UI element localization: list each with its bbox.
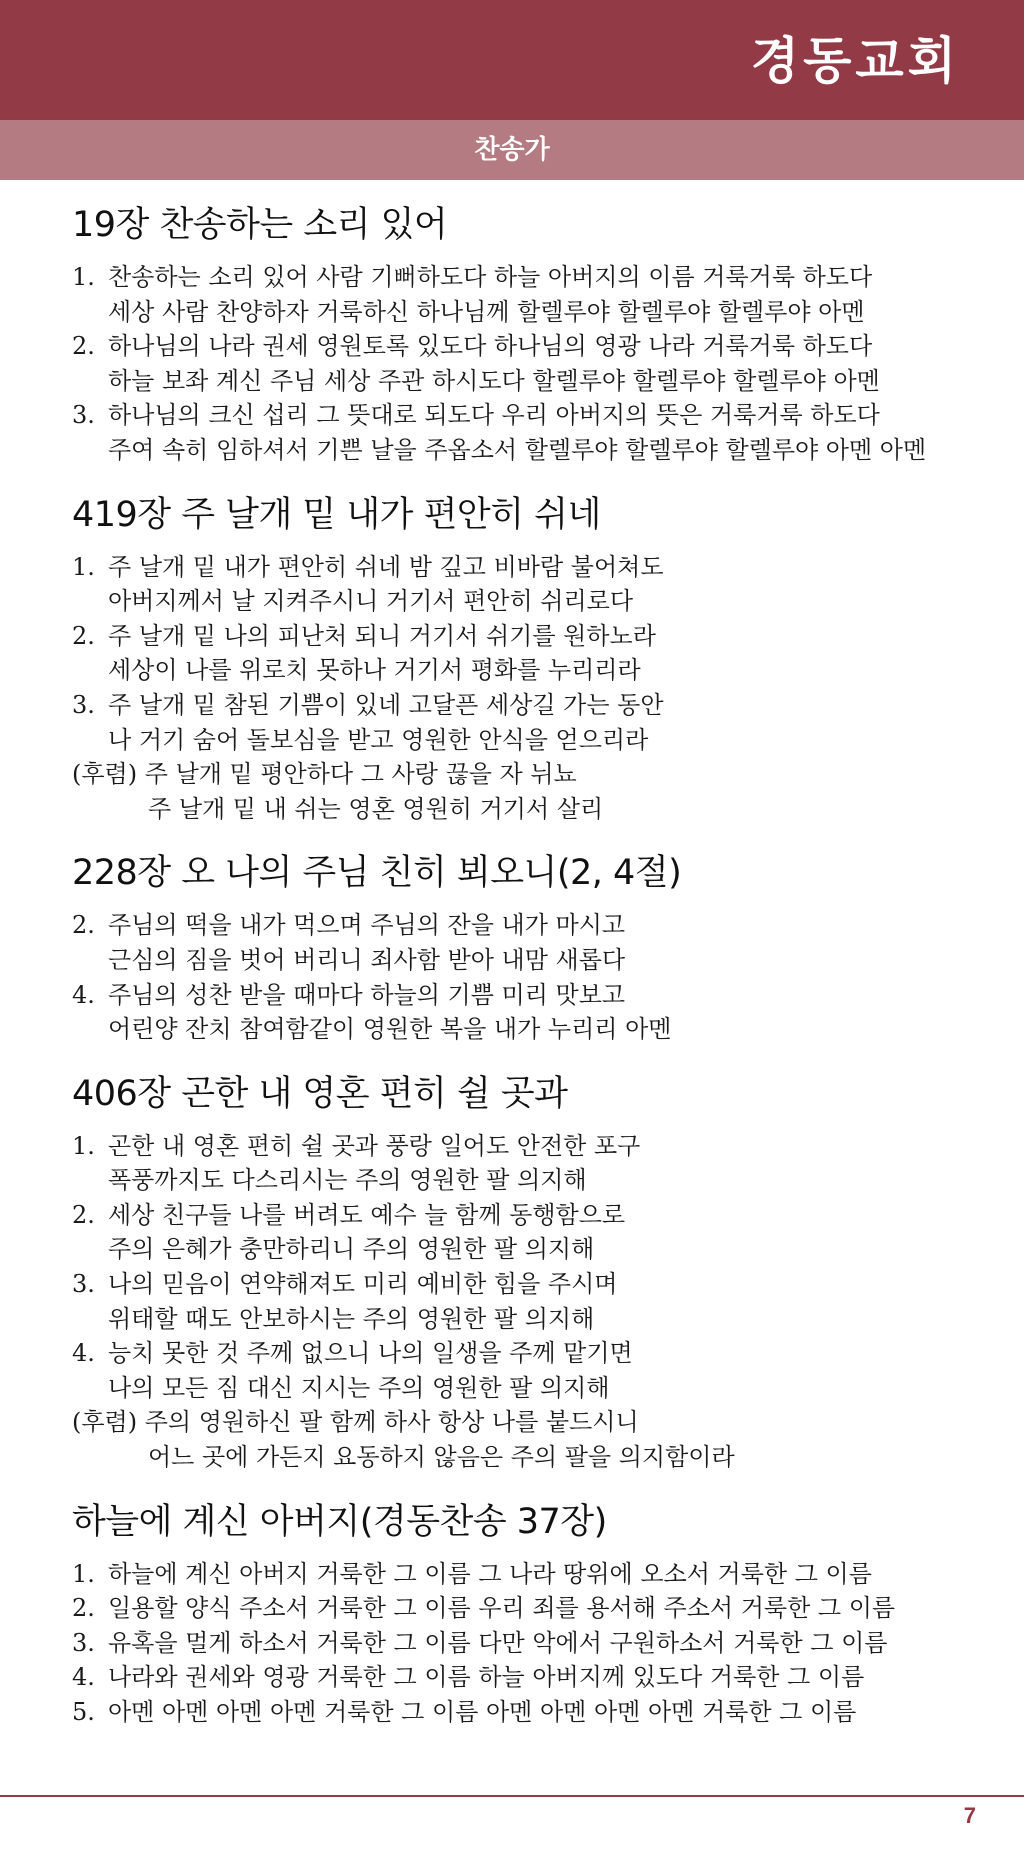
verse-number: 2. <box>72 1594 95 1623</box>
lyric-line <box>72 1660 972 1695</box>
lyric-line <box>72 1557 972 1592</box>
verse-number: 3. <box>72 690 95 719</box>
lyric-line <box>72 1163 972 1198</box>
lyric-line <box>72 260 972 295</box>
verse-number: 2. <box>72 911 95 940</box>
verse-number <box>72 1371 108 1406</box>
lyric-text: 근심의 짐을 벗어 버리니 죄사함 받아 내맘 새롭다 <box>108 945 626 974</box>
verse-number: 3. <box>72 401 95 430</box>
header-bar <box>0 0 1024 120</box>
lyric-line <box>72 1626 972 1661</box>
lyric-line <box>72 943 972 978</box>
lyric-text: 어린양 잔치 참여함같이 영원한 복을 내가 누리리 아멘 <box>108 1015 672 1044</box>
lyric-text: 찬송하는 소리 있어 사람 기뻐하도다 하늘 아버지의 이름 거룩거룩 하도다 <box>108 263 873 291</box>
hymn-section <box>72 1069 972 1475</box>
verse-number <box>72 584 108 619</box>
lyric-text: 하늘 보좌 계신 주님 세상 주관 하시도다 할렐루야 할렐루야 할렐루야 아멘 <box>108 366 880 395</box>
hymn-section <box>72 1497 972 1730</box>
lyric-text: 세상 사람 찬양하자 거룩하신 하나님께 할렐루야 할렐루야 할렐루야 아멘 <box>108 297 865 326</box>
hymn-section <box>72 848 972 1046</box>
refrain-label: (후렴) <box>72 1408 138 1437</box>
lyric-line <box>72 1232 972 1267</box>
verse-number: 2. <box>72 1200 95 1229</box>
verse-number <box>72 1012 108 1047</box>
refrain-line <box>72 1405 972 1440</box>
lyric-line <box>72 364 972 399</box>
lyric-line <box>72 398 972 433</box>
refrain-line <box>72 1440 972 1475</box>
lyric-line <box>72 619 972 654</box>
hymn-title: 228장 오 나의 주님 친히 뵈오니(2, 4절) <box>72 853 682 894</box>
verse-number <box>72 364 108 399</box>
lyric-text: 주 날개 밑 내가 편안히 쉬네 밤 깊고 비바람 불어쳐도 <box>108 552 664 581</box>
refrain-text: 어느 곳에 가든지 요동하지 않음은 주의 팔을 의지함이라 <box>148 1443 735 1472</box>
hymn-list <box>72 200 972 1752</box>
verse-number: 2. <box>72 621 95 650</box>
verse-number: 5. <box>72 1698 95 1726</box>
lyric-line <box>72 1695 972 1730</box>
lyric-text: 곤한 내 영혼 편히 쉴 곳과 풍랑 일어도 안전한 포구 <box>108 1131 641 1160</box>
verse-number: 4. <box>72 1663 95 1692</box>
lyric-line <box>72 1129 972 1164</box>
lyric-line <box>72 1198 972 1233</box>
verse-number: 4. <box>72 980 95 1009</box>
lyric-text: 주 날개 밑 참된 기쁨이 있네 고달픈 세상길 가는 동안 <box>108 690 664 719</box>
lyric-text: 세상 친구들 나를 버려도 예수 늘 함께 동행함으로 <box>108 1200 626 1229</box>
lyric-line <box>72 723 972 758</box>
lyric-text: 주여 속히 임하셔서 기쁜 날을 주옵소서 할렐루야 할렐루야 할렐루야 아멘 아멘 <box>108 435 927 464</box>
page-number: 7 <box>963 1803 976 1828</box>
refrain-text: 주의 영원하신 팔 함께 하사 항상 나를 붙드시니 <box>144 1408 639 1437</box>
lyric-text: 폭풍까지도 다스리시는 주의 영원한 팔 의지해 <box>108 1166 587 1195</box>
verse-number <box>72 1302 108 1337</box>
lyric-line <box>72 688 972 723</box>
lyric-text: 하나님의 크신 섭리 그 뜻대로 되도다 우리 아버지의 뜻은 거룩거룩 하도다 <box>108 401 880 430</box>
lyric-text: 세상이 나를 위로치 못하나 거기서 평화를 누리리라 <box>108 656 641 685</box>
verse-number: 4. <box>72 1339 95 1368</box>
hymn-section <box>72 490 972 827</box>
lyric-text: 아버지께서 날 지켜주시니 거기서 편안히 쉬리로다 <box>108 587 634 616</box>
hymn-title: 19장 찬송하는 소리 있어 <box>72 205 448 245</box>
lyric-text: 주님의 성찬 받을 때마다 하늘의 기쁨 미리 맛보고 <box>108 980 626 1009</box>
lyric-text: 능치 못한 것 주께 없으니 나의 일생을 주께 맡기면 <box>108 1339 633 1368</box>
lyric-text: 아멘 아멘 아멘 아멘 거룩한 그 이름 아멘 아멘 아멘 아멘 거룩한 그 이름 <box>108 1698 857 1726</box>
lyric-line <box>72 1336 972 1371</box>
lyric-text: 일용할 양식 주소서 거룩한 그 이름 우리 죄를 용서해 주소서 거룩한 그 이름 <box>108 1594 896 1623</box>
verse-number <box>72 433 108 468</box>
refrain-label: (후렴) <box>72 760 138 789</box>
hymn-section <box>72 200 972 468</box>
footer-divider <box>0 1795 1024 1797</box>
hymn-title: 406장 곤한 내 영혼 편히 쉴 곳과 <box>72 1073 568 1114</box>
lyric-line <box>72 1012 972 1047</box>
hymn-title: 하늘에 계신 아버지(경동찬송 37장) <box>72 1501 607 1542</box>
verse-number <box>72 1232 108 1267</box>
lyric-line <box>72 1371 972 1406</box>
lyric-line <box>72 329 972 364</box>
lyric-text: 주님의 떡을 내가 먹으며 주님의 잔을 내가 마시고 <box>108 911 626 940</box>
verse-number: 1. <box>72 552 95 581</box>
verse-number: 3. <box>72 1628 95 1657</box>
lyric-text: 하늘에 계신 아버지 거룩한 그 이름 그 나라 땅위에 오소서 거룩한 그 이름 <box>108 1559 872 1588</box>
refrain-text: 주 날개 밑 내 쉬는 영혼 영원히 거기서 살리 <box>148 794 604 823</box>
lyric-text: 나의 모든 짐 대신 지시는 주의 영원한 팔 의지해 <box>108 1373 610 1402</box>
verse-number: 1. <box>72 263 95 291</box>
hymn-title: 419장 주 날개 밑 내가 편안히 쉬네 <box>72 494 601 535</box>
lyric-line <box>72 433 972 468</box>
refrain-line <box>72 792 972 827</box>
lyric-line <box>72 295 972 330</box>
verse-number: 2. <box>72 332 95 361</box>
verse-number <box>72 653 108 688</box>
lyric-text: 나 거기 숨어 돌보심을 받고 영원한 안식을 얻으리라 <box>108 725 649 754</box>
lyric-line <box>72 1591 972 1626</box>
lyric-text: 위태할 때도 안보하시는 주의 영원한 팔 의지해 <box>108 1304 595 1333</box>
refrain-line <box>72 757 972 792</box>
verse-number: 1. <box>72 1559 95 1588</box>
lyric-line <box>72 1302 972 1337</box>
verse-number <box>72 723 108 758</box>
refrain-text: 주 날개 밑 평안하다 그 사랑 끊을 자 뉘뇨 <box>144 760 577 789</box>
verse-number <box>72 943 108 978</box>
lyric-line <box>72 908 972 943</box>
lyric-text: 주 날개 밑 나의 피난처 되니 거기서 쉬기를 원하노라 <box>108 621 656 650</box>
lyric-text: 나라와 권세와 영광 거룩한 그 이름 하늘 아버지께 있도다 거룩한 그 이름 <box>108 1663 865 1692</box>
section-title: 찬송가 <box>0 120 1024 180</box>
church-logo: 경동교회 <box>750 32 960 90</box>
lyric-line <box>72 653 972 688</box>
lyric-text: 하나님의 나라 권세 영원토록 있도다 하나님의 영광 나라 거룩거룩 하도다 <box>108 332 873 361</box>
verse-number <box>72 1163 108 1198</box>
verse-number: 1. <box>72 1131 95 1160</box>
lyric-line <box>72 584 972 619</box>
lyric-line <box>72 1267 972 1302</box>
verse-number <box>72 295 108 330</box>
lyric-line <box>72 550 972 585</box>
lyric-text: 주의 은혜가 충만하리니 주의 영원한 팔 의지해 <box>108 1235 595 1264</box>
lyric-text: 나의 믿음이 연약해져도 미리 예비한 힘을 주시며 <box>108 1270 618 1299</box>
lyric-line <box>72 978 972 1013</box>
lyric-text: 유혹을 멀게 하소서 거룩한 그 이름 다만 악에서 구원하소서 거룩한 그 이름 <box>108 1628 888 1657</box>
verse-number: 3. <box>72 1270 95 1299</box>
